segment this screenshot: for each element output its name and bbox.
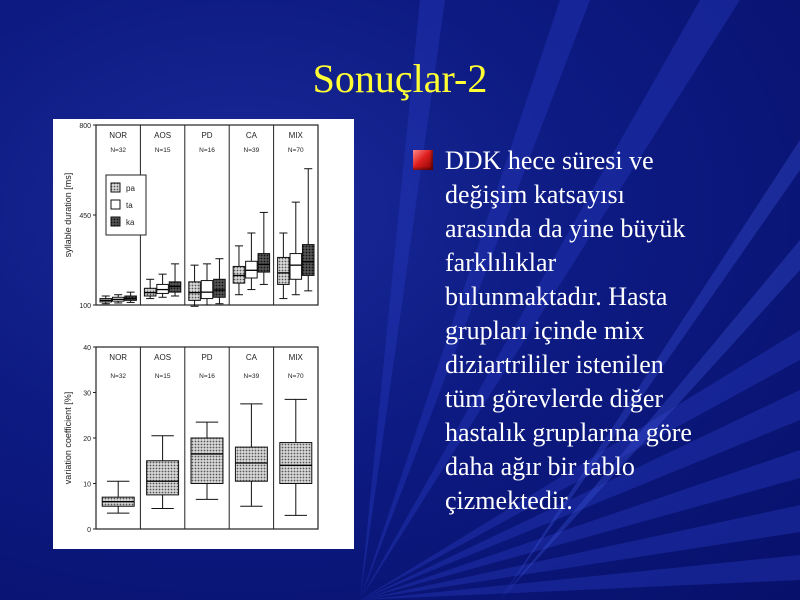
group-n-label: N=39: [243, 147, 260, 154]
boxplot-figure: [53, 119, 354, 549]
y-axis-label: syllable duration [ms]: [63, 172, 73, 258]
bullet-line: tüm görevlerde diğer: [445, 384, 664, 413]
legend-swatch: [111, 183, 120, 192]
group-n-label: N=32: [110, 373, 127, 380]
group-n-label: N=16: [199, 147, 215, 154]
bullet-text: [445, 144, 773, 518]
group-n-label: N=70: [287, 373, 304, 380]
legend-swatch: [111, 200, 120, 209]
box: [258, 254, 270, 273]
box: [235, 447, 267, 481]
group-label: CA: [245, 131, 257, 140]
legend-label: pa: [126, 184, 135, 193]
group-n-label: N=70: [287, 147, 304, 154]
legend-swatch: [111, 217, 120, 226]
box: [280, 443, 312, 484]
y-tick-label: 450: [79, 213, 91, 220]
bullet-line: diziartrililer istenilen: [445, 350, 664, 379]
group-label: AOS: [154, 131, 172, 140]
group-n-label: N=32: [110, 147, 127, 154]
bullet-line: bulunmaktadır. Hasta: [445, 282, 668, 311]
group-label: PD: [201, 131, 213, 140]
box: [290, 254, 302, 280]
y-tick-label: 10: [83, 481, 91, 489]
group-n-label: N=39: [243, 373, 260, 380]
group-label: MIX: [288, 131, 303, 140]
y-tick-label: 800: [79, 123, 91, 130]
group-n-label: N=15: [154, 147, 171, 154]
variation-plot: [63, 345, 318, 534]
bullet-line: farklılıklar: [445, 248, 557, 277]
group-label: NOR: [109, 353, 128, 362]
y-tick-label: 0: [87, 527, 91, 534]
group-label: NOR: [109, 131, 128, 140]
bullet-line: değişim katsayısı: [445, 180, 625, 209]
boxplot-svg: [53, 119, 354, 549]
group-n-label: N=16: [199, 373, 215, 380]
box: [147, 461, 179, 495]
box: [189, 282, 201, 301]
red-square-bullet-icon: [413, 150, 433, 170]
box: [201, 281, 213, 299]
group-label: MIX: [288, 353, 303, 362]
y-axis-label: variation coefficient [%]: [63, 391, 73, 485]
y-tick-label: 30: [83, 390, 91, 398]
y-tick-label: 20: [83, 436, 91, 443]
box: [278, 257, 290, 284]
group-label: AOS: [154, 353, 172, 362]
group-label: PD: [201, 353, 213, 362]
bullet-line: çizmektedir.: [445, 486, 573, 515]
group-n-label: N=15: [154, 373, 171, 380]
bullet-line: daha ağır bir tablo: [445, 452, 635, 481]
bullet-line: grupları içinde mix: [445, 316, 645, 345]
bullet-line: hastalık gruplarına göre: [445, 418, 692, 447]
y-tick-label: 100: [79, 303, 91, 310]
legend-label: ka: [126, 218, 135, 227]
box: [302, 245, 314, 276]
bullet-line: DDK hece süresi ve: [445, 146, 654, 175]
box: [191, 438, 223, 484]
slide-title: Sonuçlar-2: [312, 56, 488, 101]
group-label: CA: [245, 353, 257, 362]
bullet-line: arasında da yine büyük: [445, 214, 686, 243]
box: [214, 279, 226, 297]
legend-label: ta: [126, 201, 133, 210]
y-tick-label: 40: [83, 345, 91, 352]
duration-plot: [63, 123, 318, 310]
bullet-point: [413, 144, 773, 518]
